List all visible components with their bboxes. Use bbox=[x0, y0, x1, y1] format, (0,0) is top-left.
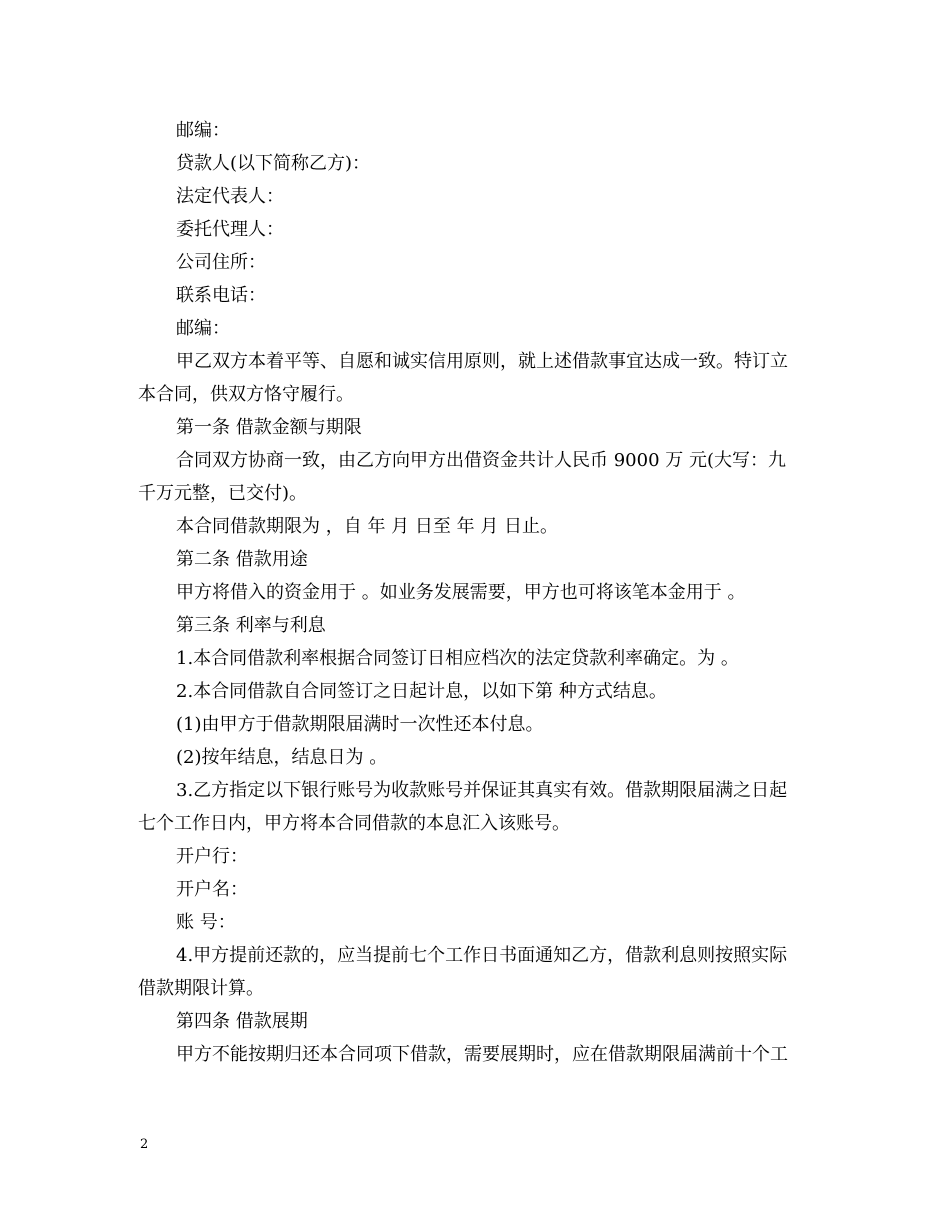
document-line: 千万元整，已交付)。 bbox=[138, 483, 308, 504]
document-line: 4.甲方提前还款的，应当提前七个工作日书面通知乙方，借款利息则按照实际 bbox=[176, 945, 788, 966]
document-line: 本合同借款期限为 ，自 年 月 日至 年 月 日止。 bbox=[176, 516, 559, 537]
document-line: 甲方将借入的资金用于 。如业务发展需要，甲方也可将该笔本金用于 。 bbox=[176, 582, 746, 603]
document-line: 公司住所： bbox=[176, 252, 266, 273]
document-line: 甲方不能按期归还本合同项下借款，需要展期时，应在借款期限届满前十个工 bbox=[176, 1044, 788, 1065]
document-line: 2.本合同借款自合同签订之日起计息，以如下第 种方式结息。 bbox=[176, 681, 667, 702]
document-line: 第四条 借款展期 bbox=[176, 1011, 308, 1032]
document-line: 借款期限计算。 bbox=[138, 978, 264, 999]
page-number: 2 bbox=[140, 1137, 149, 1152]
document-line: 邮编： bbox=[176, 120, 230, 141]
document-line: 七个工作日内，甲方将本合同借款的本息汇入该账号。 bbox=[138, 813, 570, 834]
document-line: 委托代理人： bbox=[176, 219, 284, 240]
document-line: 1.本合同借款利率根据合同签订日相应档次的法定贷款利率确定。为 。 bbox=[176, 648, 739, 669]
document-line: 联系电话： bbox=[176, 285, 266, 306]
document-line: 甲乙双方本着平等、自愿和诚实信用原则，就上述借款事宜达成一致。特订立 bbox=[176, 351, 788, 372]
document-body bbox=[138, 114, 814, 1071]
document-line: 3.乙方指定以下银行账号为收款账号并保证其真实有效。借款期限届满之日起 bbox=[176, 780, 788, 801]
document-line: 邮编： bbox=[176, 318, 230, 339]
document-line: 开户行： bbox=[176, 846, 248, 867]
document-line: 开户名： bbox=[176, 879, 248, 900]
document-line: 本合同，供双方恪守履行。 bbox=[138, 384, 354, 405]
document-line: (1)由甲方于借款期限届满时一次性还本付息。 bbox=[176, 714, 544, 735]
document-line: 账 号： bbox=[176, 912, 236, 933]
document-line: 合同双方协商一致，由乙方向甲方出借资金共计人民币 9000 万 元(大写：九 bbox=[176, 450, 786, 471]
document-line: 贷款人(以下简称乙方)： bbox=[176, 153, 371, 174]
document-line: (2)按年结息，结息日为 。 bbox=[176, 747, 388, 768]
document-line: 法定代表人： bbox=[176, 186, 284, 207]
document-line: 第二条 借款用途 bbox=[176, 549, 308, 570]
document-line: 第三条 利率与利息 bbox=[176, 615, 326, 636]
document-line: 第一条 借款金额与期限 bbox=[176, 417, 362, 438]
